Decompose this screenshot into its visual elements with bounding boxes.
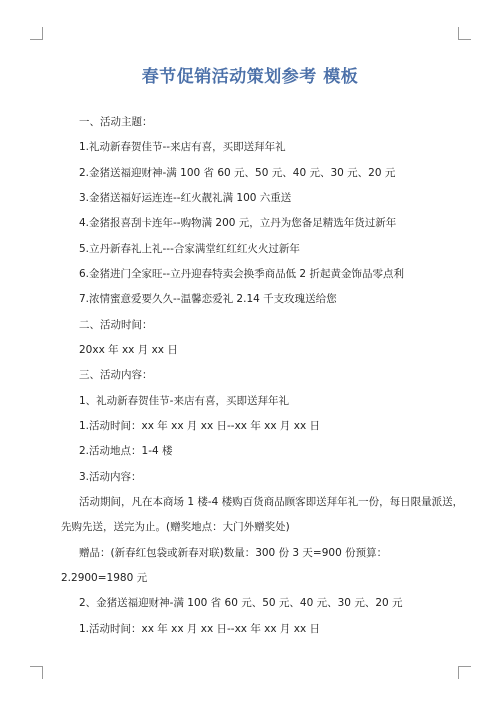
content-item-1-gift-line: 赠品：(新春红包袋或新春对联)数量：300 份 3 天=900 份预算： — [79, 547, 388, 559]
content-item-2-time: 1.活动时间：xx 年 xx 月 xx 日--xx 年 xx 月 xx 日 — [79, 623, 321, 635]
content-item-1-heading: 1、礼动新春贺佳节-来店有喜，买即送拜年礼 — [79, 395, 289, 407]
section-heading-content: 三、活动内容： — [79, 369, 153, 381]
crop-mark-bottom-left — [30, 666, 43, 679]
crop-mark-top-left — [30, 27, 43, 40]
theme-item-6: 6.金猪进门全家旺--立丹迎春特卖会换季商品低 2 折起黄金饰品零点利 — [79, 268, 404, 280]
crop-mark-top-right — [458, 27, 471, 40]
theme-item-3: 3.金猪送福好运连连--红火靓礼满 100 六重送 — [79, 192, 292, 204]
document-title: 春节促销活动策划参考 模板 — [141, 67, 359, 87]
content-item-1-budget: 2.2900=1980 元 — [61, 572, 148, 584]
theme-item-1: 1.礼动新春贺佳节--来店有喜，买即送拜年礼 — [79, 141, 286, 153]
content-item-2-heading: 2、金猪送福迎财神-满 100 省 60 元、50 元、40 元、30 元、20 元 — [79, 597, 403, 609]
content-item-1-location: 2.活动地点：1-4 楼 — [79, 445, 173, 457]
section-heading-time: 二、活动时间： — [79, 319, 153, 331]
theme-item-2: 2.金猪送福迎财神-满 100 省 60 元、50 元、40 元、30 元、20 元 — [79, 167, 396, 179]
theme-item-7: 7.浓情蜜意爱要久久--温馨恋爱礼 2.14 千支玫瑰送给您 — [79, 293, 337, 305]
theme-item-5: 5.立丹新春礼上礼---合家满堂红红红火火过新年 — [79, 243, 300, 255]
activity-date: 20xx 年 xx 月 xx 日 — [79, 344, 178, 356]
content-item-1-time: 1.活动时间：xx 年 xx 月 xx 日--xx 年 xx 月 xx 日 — [79, 420, 321, 432]
crop-mark-bottom-right — [458, 666, 471, 679]
content-item-1-content-label: 3.活动内容： — [79, 471, 142, 483]
theme-item-4: 4.金猪报喜刮卡连年--购物满 200 元，立丹为您备足精选年货过新年 — [79, 217, 397, 229]
content-item-1-paragraph-line-1: 活动期间，凡在本商场 1 楼-4 楼购百货商品顾客即送拜年礼一份，每日限量派送， — [79, 496, 464, 508]
content-item-1-paragraph-line-2: 先购先送，送完为止。(赠奖地点：大门外赠奖处) — [61, 521, 290, 533]
section-heading-theme: 一、活动主题： — [79, 116, 153, 128]
